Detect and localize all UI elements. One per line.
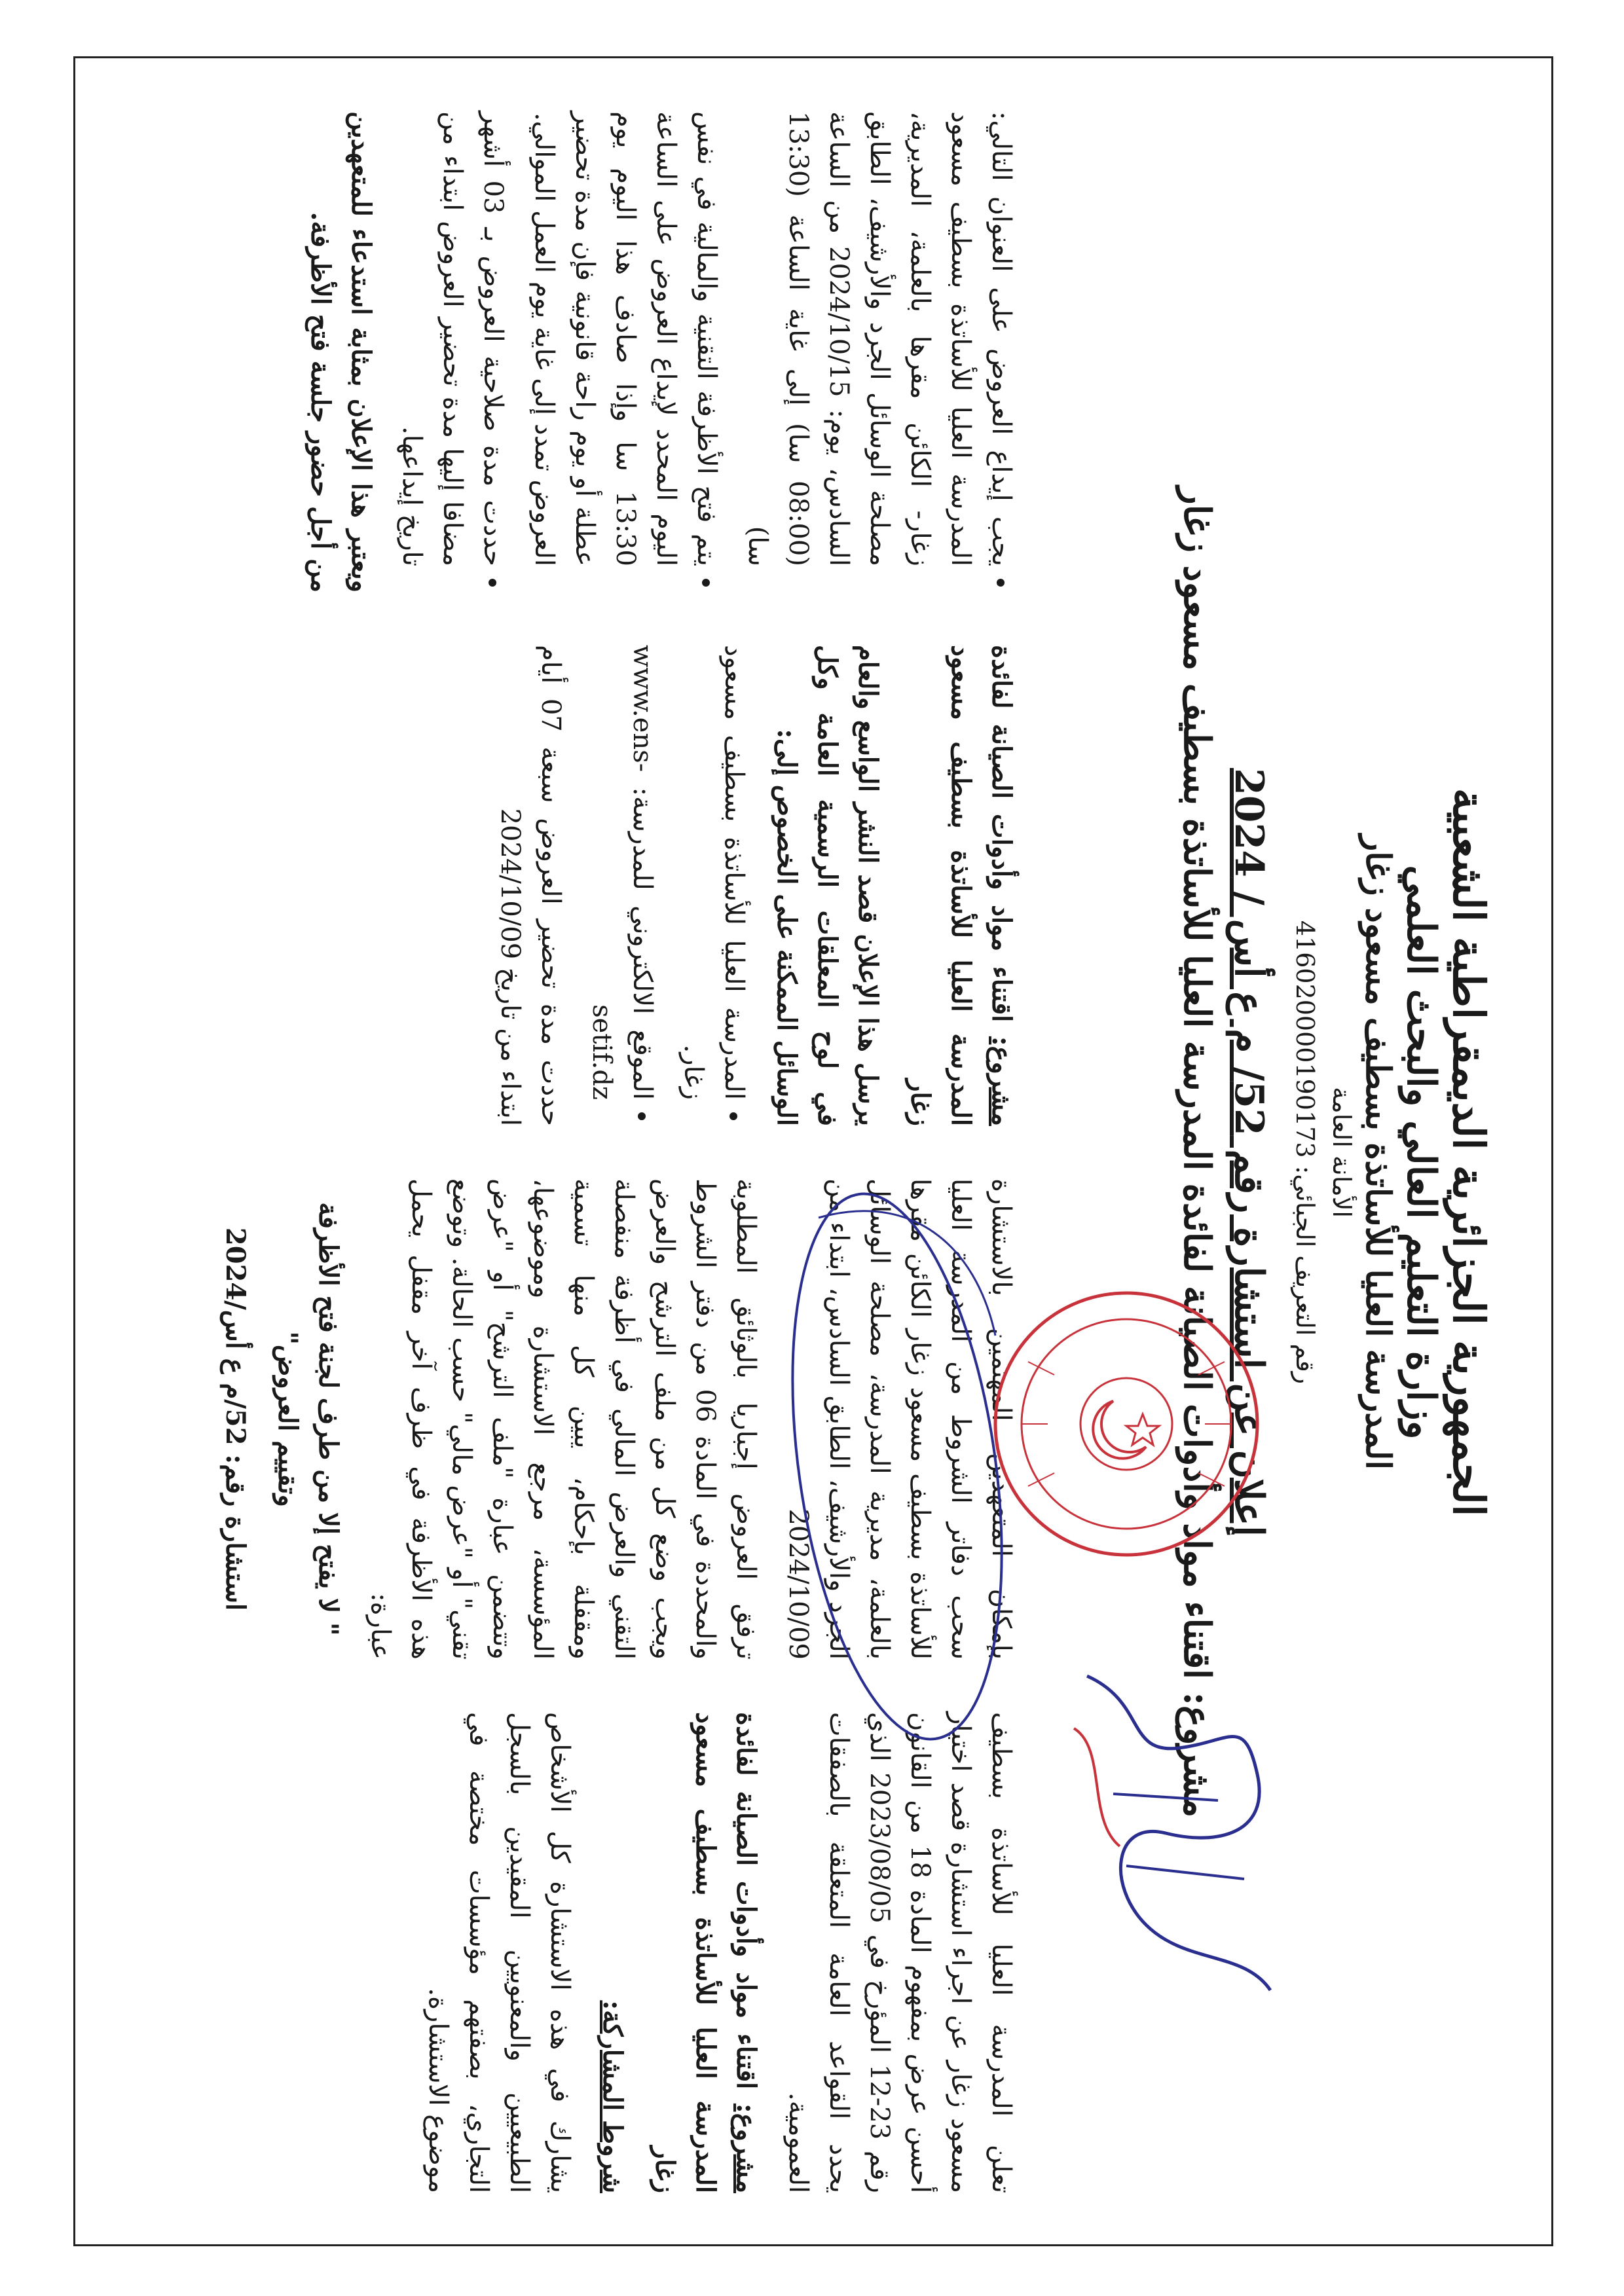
publication-list <box>581 645 754 1126</box>
deadline-paragraph: حددت مدة تحضير العروض سبعة 07 أيام ابتداء من تاريخ 2024/10/09 <box>495 645 566 1126</box>
project-heading-2: مشروع: <box>986 1036 1017 1127</box>
project-heading: مشروع: <box>731 2103 762 2194</box>
project-text: اقتناء مواد وأدوات الصيانة لفائدة المدرسة العليا للأساتذة بسطيف مسعود زغار <box>650 1712 762 2193</box>
letterhead <box>1289 98 1493 2206</box>
column-publication <box>98 645 1022 1126</box>
validity-item: • حددت مدة صلاحية العروض بـ 03 أشهر مضافا إليها مدة تحضير العروض ابتداء من تاريخ إيداعها. <box>392 111 513 566</box>
republic-title: الجمهورية الجزائرية الديمقراطية الشعبية <box>1443 788 1494 1517</box>
ink-oval-mark-icon <box>779 1165 1015 1768</box>
announcement-subject: مشروع: اقتناء مواد وأدوات الصيانة لفائدة المدرسة العليا للأساتذة بسطيف مسعود زغار <box>1175 486 1219 1818</box>
secretariat-label: الأمانة العامة <box>1327 1087 1356 1218</box>
no-open-notice: " لا يفتح إلا من طرف لجنة فتح الأظرفة وتقييم العروض" <box>272 1202 344 1636</box>
invitation-paragraph: ويعتبر هذا الإعلان بمثابة استدعاء للمتعهدين من أجل حضور جلسة فتح الأظرفة. <box>305 111 377 592</box>
consultation-ref: استشارة رقم: 52/م ع أس/2024 <box>220 1227 251 1611</box>
project-line-2 <box>900 645 1022 1126</box>
deposit-item: • يجب إيداع العروض على العنوان التالي: المدرسة العليا للأساتذة بسطيف مسعود زغار- الكائن مقرها بالعلمة، المديرية، مصلحة الوسائل الجرد والأرشيف، الطابق السادس، يوم: 2024/10/15 من الساعة (08:00 سا) إلى غاية الساعة (13:30 سا) <box>737 111 1022 566</box>
announcement-title: إعلان عن استشارة رقم 52/ م ع أس / 2024 <box>1225 768 1272 1537</box>
tax-id: رقم التعريف الجبائي: 416020000190173 <box>1291 920 1320 1385</box>
list-item: • الموقع الالكتروني للمدرسة: www.ens-setif.dz <box>581 645 663 1100</box>
project-line <box>644 1712 766 2193</box>
ministry-title: وزارة التعليم العالي والبحث العلمي <box>1398 865 1445 1440</box>
deposit-list <box>392 111 1022 592</box>
school-title: المدرسة العليا للأساتذة بسطيف مسعود زغار <box>1358 835 1399 1470</box>
conditions-text: يشارك في هذه الاستشارة كل الأشخاص الطبيعيين والمعنويين المقيدين بالسجل التجاري، بصفتهم مؤسسات مختصة في موضوع الاستشارة. <box>423 1712 575 2193</box>
list-item: • المدرسة العليا للأساتذة بسطيف مسعود زغار. <box>673 645 754 1100</box>
project-text-2: اقتناء مواد وأدوات الصيانة لفائدة المدرسة العليا للأساتذة بسطيف مسعود زغار <box>905 645 1017 1126</box>
signature-icon <box>1048 1650 1310 2016</box>
column-deposit <box>98 111 1022 592</box>
intro-paragraph: تعلن المدرسة العليا للأساتذة بسطيف مسعود زغار عن اجراء استشارة قصد اختيار أحسن عرض بمفهوم المادة 18 من القانون رقم 23-12 المؤرخ في 2023/08/05 الذي يحدد القواعد العامة المتعلقة بالصفقات العمومية. <box>783 1712 1016 2194</box>
opening-item: • يتم فتح الأظرفة التقنية والمالية في نفس اليوم المحدد لإيداع العروض على الساعة 13:30 سا وإذا صادف هذا اليوم يوم عطلة أو يوم راحة قانونية فإن مدة تحضير العروض تمدد إلى غاية يوم العمل الموالي. <box>524 111 727 566</box>
publication-paragraph: يرسل هذا الإعلان قصد النشر الواسع والعام في لوح المعلقات الرسمية العامة وكل الوسائل الممكنة على الخصوص إلى: <box>771 645 883 1126</box>
offers-paragraph: ترفق العروض إجباريا بالوثائق المطلوبة والمحددة في المادة 06 من دفتر الشروط ويجب وضع كل من ملف الترشح والعرض التقني والعرض المالي في أظرفة منفصلة ومقفلة بإحكام، يبين كل منها تسمية المؤسسة، مرجع الاستشارة وموضوعها، وتتضمن عبارة "ملف الترشح" أو "عرض تقني" أو "عرض مالي" حسب الحالة. وتوضع هذه الأظرفة في ظرف آخر مقفل يحمل عبارة: <box>365 1178 761 1660</box>
body-columns <box>98 111 1022 2193</box>
withdraw-paragraph: بإمكان المتعهدين المهتمين بالاستشارة سحب دفاتر الشروط من المدرسة العليا للأساتذة بسطيف مسعود زغار الكائن مقرها بالعلمة، مديرية المدرسة، مصلحة الوسائل الجرد والأرشيف، الطابق السادس، ابتداء من 2024/10/09 <box>783 1178 1016 1660</box>
conditions-heading: شروط المشاركة: <box>597 2000 628 2193</box>
column-intro <box>98 1712 1022 2193</box>
official-stamp-icon <box>982 1283 1270 1565</box>
